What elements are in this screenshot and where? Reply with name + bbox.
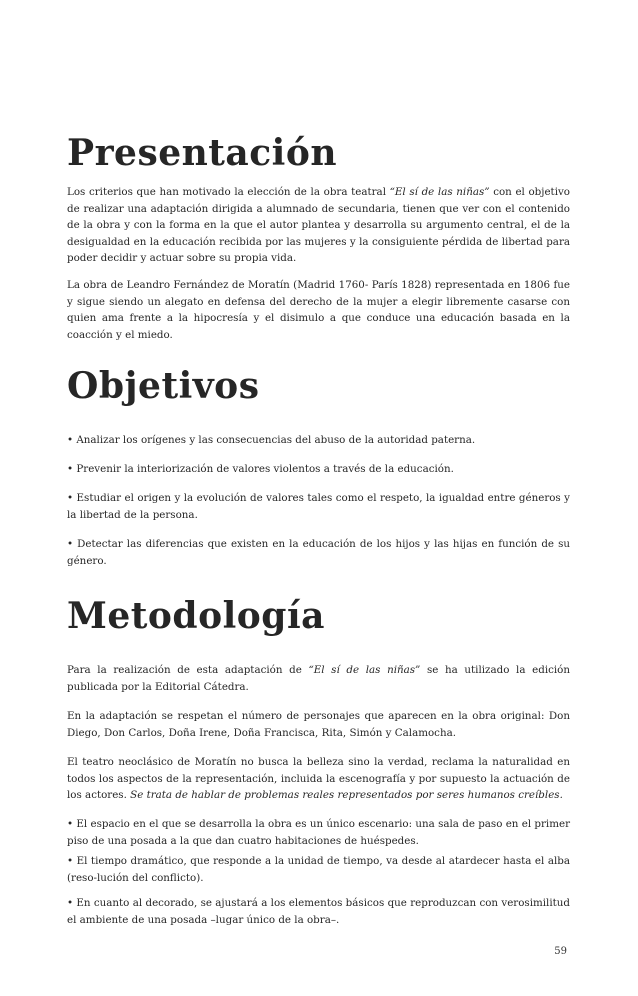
presentacion-p1-text-a: Los criterios que han motivado la elección de la obra teatral xyxy=(67,186,390,198)
metodologia-p3-text: El teatro neoclásico de Moratín no busca la belleza sino la verdad, reclama la naturalidad en todos los aspectos de la representación, incluida la escenografía y por supuesto la actuación de los actores. xyxy=(67,756,570,801)
metodologia-p1-text-b: se ha utilizado la edición publicada por la Editorial Cátedra. xyxy=(67,664,570,693)
metodologia-bullet-espacio: • El espacio en el que se desarrolla la obra es un único escenario: una sala de paso en el primer piso de una posada a la que dan cuatro habitaciones de huéspedes. xyxy=(67,818,570,847)
presentacion-paragraph-1 xyxy=(67,184,570,267)
page-number: 59 xyxy=(554,946,567,957)
metodologia-p1-text-a: Para la realización de esta adaptación de xyxy=(67,664,309,676)
presentacion-p1-work-title: “El sí de las niñas” xyxy=(389,186,490,198)
heading-metodologia: Metodología xyxy=(67,595,325,637)
metodologia-paragraph-1 xyxy=(67,662,570,695)
heading-presentacion: Presentación xyxy=(67,132,338,174)
presentacion-paragraph-2: La obra de Leandro Fernández de Moratín (Madrid 1760- París 1828) representada en 1806 fue y sigue siendo un alegato en defensa del derecho de la mujer a elegir libremente casarse con quien ama frente a la hipocresía y el disimulo a que conduce una educación basada en la coacción y el miedo. xyxy=(67,279,570,341)
metodologia-paragraph-2: En la adaptación se respetan el número de personajes que aparecen en la obra original: Don Diego, Don Carlos, Doña Irene, Doña Francisca, Rita, Simón y Calamocha. xyxy=(67,710,570,739)
objetivo-item-4: • Detectar las diferencias que existen en la educación de los hijos y las hijas en función de su género. xyxy=(67,538,570,567)
heading-objetivos: Objetivos xyxy=(67,365,260,407)
objetivo-item-2: • Prevenir la interiorización de valores violentos a través de la educación. xyxy=(67,463,454,475)
metodologia-paragraph-3 xyxy=(67,754,570,804)
objetivo-item-1: • Analizar los orígenes y las consecuencias del abuso de la autoridad paterna. xyxy=(67,434,476,446)
objetivo-item-3: • Estudiar el origen y la evolución de valores tales como el respeto, la igualdad entre géneros y la libertad de la persona. xyxy=(67,492,570,521)
metodologia-bullet-decorado: • En cuanto al decorado, se ajustará a los elementos básicos que reproduzcan con verosimilitud el ambiente de una posada –lugar único de la obra–. xyxy=(67,897,570,926)
metodologia-p1-work-title: “El sí de las niñas” xyxy=(308,664,421,676)
presentacion-p1-text-b: con el objetivo de realizar una adaptación dirigida a alumnado de secundaria, tienen que ver con el contenido de la obra y con la forma en la que el autor plantea y desarrolla su argumento central, el de la desigualdad en la educación recibida por las mujeres y la consiguiente pérdida de libertad para poder decidir y actuar sobre su propia vida. xyxy=(67,186,571,264)
metodologia-bullet-tiempo: • El tiempo dramático, que responde a la unidad de tiempo, va desde al atardecer hasta el alba (reso-lución del conflicto). xyxy=(67,855,570,884)
metodologia-p3-italic: Se trata de hablar de problemas reales representados por seres humanos creíbles. xyxy=(130,789,563,801)
